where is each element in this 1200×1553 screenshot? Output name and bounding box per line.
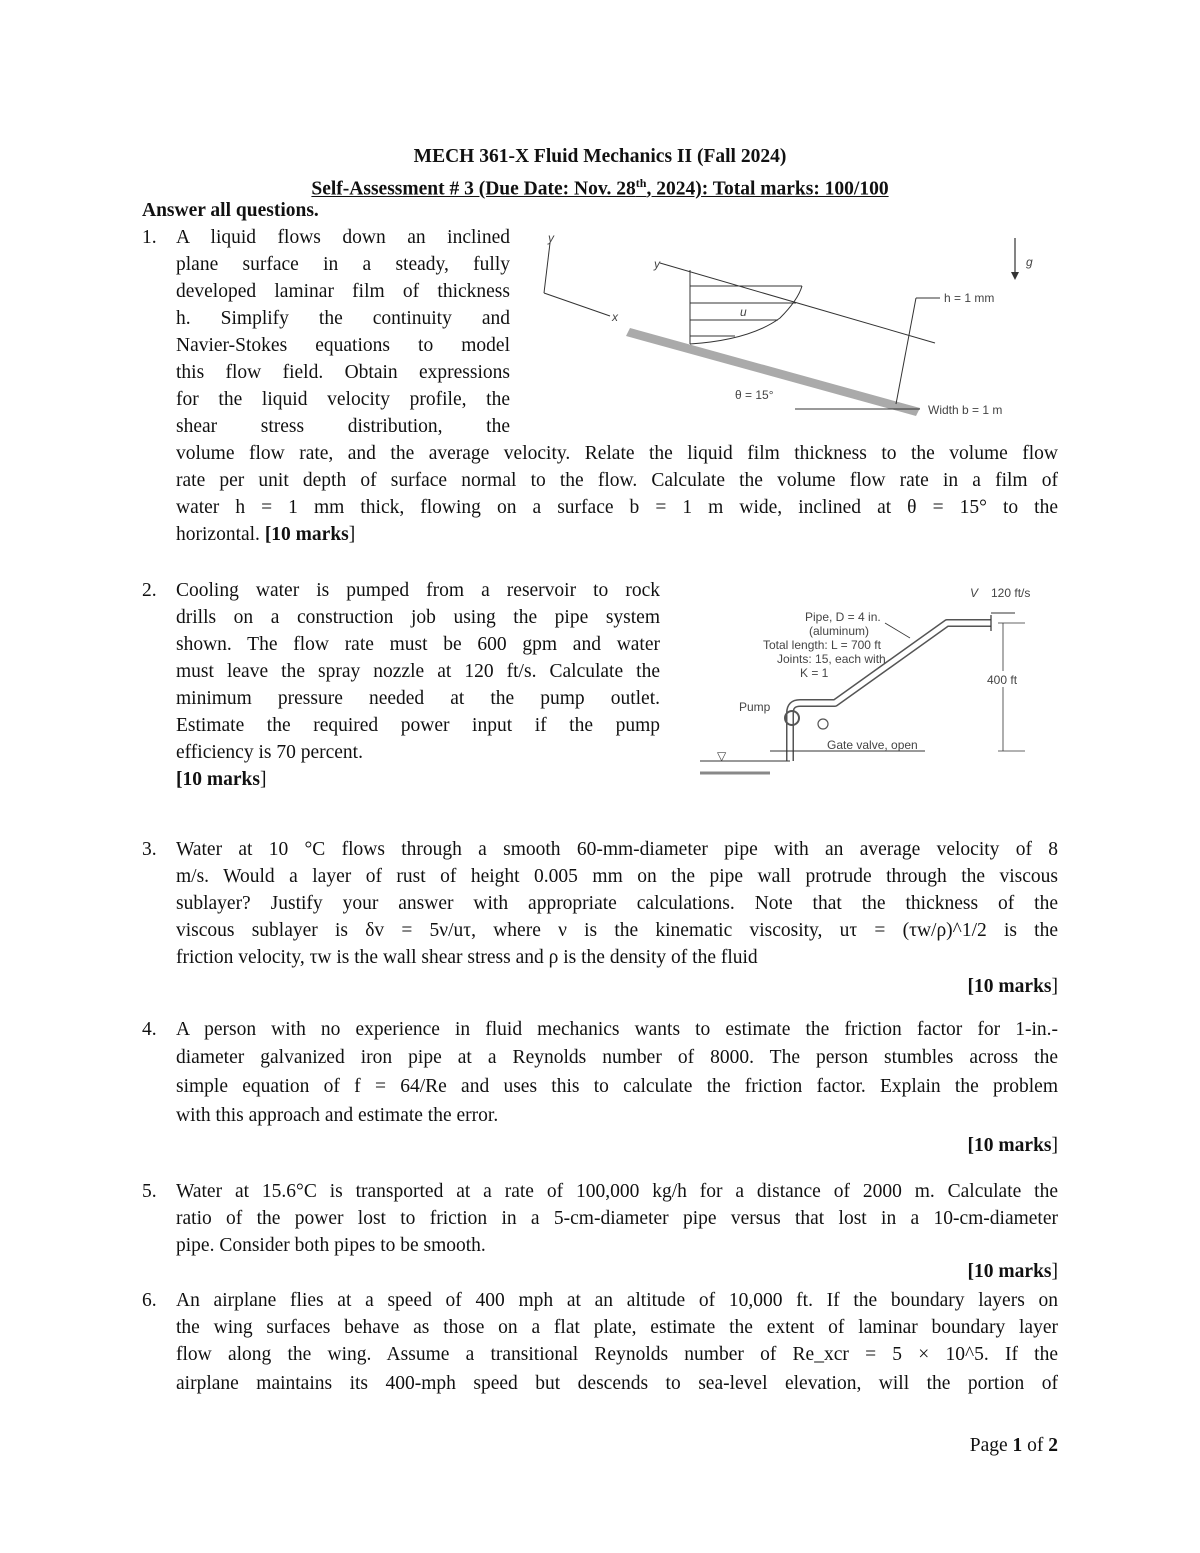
q2-line: must leave the spray nozzle at 120 ft/s. Calculate the [176, 661, 660, 682]
q2-marks: [10 marks [176, 769, 260, 790]
pipe-desc-line: (aluminum) [809, 624, 870, 638]
instruction: Answer all questions. [142, 200, 319, 221]
q3-line: Water at 10 °C flows through a smooth 60-mm-diameter pipe with an average velocity of 8 [176, 839, 1058, 860]
q4-marks-line [968, 1132, 1058, 1159]
pipe-desc-line: Joints: 15, each with [777, 652, 886, 666]
v-label: V [970, 586, 979, 600]
q1-line-wide: rate per unit depth of surface normal to the flow. Calculate the volume flow rate in a film of [176, 470, 1058, 491]
pipe-desc-line: Total length: L = 700 ft [763, 638, 881, 652]
q4-number: 4. [142, 1019, 157, 1040]
valve-label: Gate valve, open [827, 738, 918, 752]
q1-line: developed laminar film of thickness [176, 281, 510, 302]
q4-line: A person with no experience in fluid mechanics wants to estimate the friction factor for 1-in.- [176, 1019, 1058, 1040]
pump-label: Pump [739, 700, 771, 714]
q3-marks: [10 marks [967, 976, 1052, 997]
gate-valve-icon [818, 719, 828, 729]
width-label: Width b = 1 m [928, 403, 1003, 417]
subtitle-post: , 2024): Total marks: 100/100 [646, 178, 889, 200]
page-current: 1 [1012, 1435, 1023, 1456]
q2-line: drills on a construction job using the pipe system [176, 607, 660, 628]
q1-line: A liquid flows down an inclined [176, 227, 510, 248]
q2-line: efficiency is 70 percent. [176, 742, 363, 763]
y-axis-label-2: y [654, 257, 660, 271]
q6-line: flow along the wing. Assume a transitional Reynolds number of Re_xcr = 5 × 10^5. If the [176, 1344, 1058, 1365]
theta-label: θ = 15° [735, 388, 774, 402]
page-title: MECH 361-X Fluid Mechanics II (Fall 2024) [413, 146, 787, 167]
q5-marks-close: ] [1051, 1261, 1058, 1282]
q4-line: simple equation of f = 64/Re and uses this to calculate the friction factor. Explain the problem [176, 1076, 1058, 1097]
pipe-system-figure [695, 583, 1045, 783]
subtitle-sup: th [635, 176, 647, 190]
q3-line: friction velocity, τw is the wall shear stress and ρ is the density of the fluid [176, 947, 758, 968]
q1-line: Navier-Stokes equations to model [176, 335, 510, 356]
q5-line: ratio of the power lost to friction in a 5-cm-diameter pipe versus that lost in a 10-cm-diameter [176, 1208, 1058, 1229]
q4-marks: [10 marks [967, 1135, 1052, 1156]
q5-number: 5. [142, 1181, 157, 1202]
q3-line: sublayer? Justify your answer with appropriate calculations. Note that the thickness of the [176, 893, 1058, 914]
u-label: u [740, 305, 747, 319]
water-symbol: ▽ [717, 749, 727, 763]
q2-line: Cooling water is pumped from a reservoir to rock [176, 580, 660, 601]
q5-line: Water at 15.6°C is transported at a rate of 100,000 kg/h for a distance of 2000 m. Calculate the [176, 1181, 1058, 1202]
q3-line: m/s. Would a layer of rust of height 0.005 mm on the pipe wall protrude through the viscous [176, 866, 1058, 887]
q5-marks-line [968, 1258, 1058, 1285]
q1-line-wide: water h = 1 mm thick, flowing on a surface b = 1 m wide, inclined at θ = 15° to the [176, 497, 1058, 518]
q1-line: this flow field. Obtain expressions [176, 362, 510, 383]
q2-line: shown. The flow rate must be 600 gpm and water [176, 634, 660, 655]
q2-marks-close: ] [259, 769, 267, 790]
q3-number: 3. [142, 839, 157, 860]
h-label: h = 1 mm [944, 291, 995, 305]
height-label: 400 ft [987, 673, 1018, 687]
q1-number: 1. [142, 227, 157, 248]
q1-line: plane surface in a steady, fully [176, 254, 510, 275]
q1-last-text: horizontal. [176, 524, 265, 545]
subtitle-pre: Self-Assessment # 3 (Due Date: Nov. 28 [311, 178, 636, 200]
q5-marks: [10 marks [967, 1261, 1052, 1282]
x-axis-label: x [612, 310, 618, 324]
q2-line: minimum pressure needed at the pump outlet. [176, 688, 660, 709]
q2-line: Estimate the required power input if the pump [176, 715, 660, 736]
q1-line: for the liquid velocity profile, the [176, 389, 510, 410]
q1-marks: [10 marks [264, 524, 349, 545]
y-axis-line [544, 243, 550, 293]
q1-last-line [176, 521, 355, 548]
q3-marks-line [968, 973, 1058, 1000]
page-number [970, 1432, 1058, 1459]
q4-line: diameter galvanized iron pipe at a Reynolds number of 8000. The person stumbles across the [176, 1047, 1058, 1068]
q4-marks-close: ] [1051, 1135, 1058, 1156]
x-axis-line [544, 293, 610, 316]
page-pre: Page [969, 1435, 1013, 1456]
q4-line: with this approach and estimate the error. [176, 1105, 499, 1126]
q3-marks-close: ] [1051, 976, 1058, 997]
y-axis-label: y [548, 231, 554, 245]
page-mid: of [1022, 1435, 1049, 1456]
q5-line: pipe. Consider both pipes to be smooth. [176, 1235, 486, 1256]
pipe-desc-line: K = 1 [800, 666, 829, 680]
q1-marks-close: ] [348, 524, 356, 545]
q2-number: 2. [142, 580, 157, 601]
pipe-leader [885, 623, 910, 638]
pipe-desc-line: Pipe, D = 4 in. [805, 610, 881, 624]
q3-line: viscous sublayer is δv = 5ν/uτ, where ν is the kinematic viscosity, uτ = (τw/ρ)^1/2 is the [176, 920, 1058, 941]
gravity-arrowhead [1011, 272, 1019, 280]
q6-number: 6. [142, 1290, 157, 1311]
v-value: 120 ft/s [991, 586, 1031, 600]
inclined-plane [626, 328, 920, 416]
q6-line: An airplane flies at a speed of 400 mph at an altitude of 10,000 ft. If the boundary layers on [176, 1290, 1058, 1311]
page-total: 2 [1048, 1435, 1058, 1456]
q6-line: airplane maintains its 400-mph speed but descends to sea-level elevation, will the portion of [176, 1373, 1058, 1394]
q1-line: shear stress distribution, the [176, 416, 510, 437]
q1-line-wide: volume flow rate, and the average velocity. Relate the liquid film thickness to the volume flow [176, 443, 1058, 464]
inclined-film-figure [530, 228, 1050, 428]
q2-marks-line [176, 766, 266, 793]
g-label: g [1026, 255, 1033, 269]
q1-line: h. Simplify the continuity and [176, 308, 510, 329]
q6-line: the wing surfaces behave as those on a flat plate, estimate the extent of laminar boundary layer [176, 1317, 1058, 1338]
h-dimension-line [896, 298, 916, 404]
